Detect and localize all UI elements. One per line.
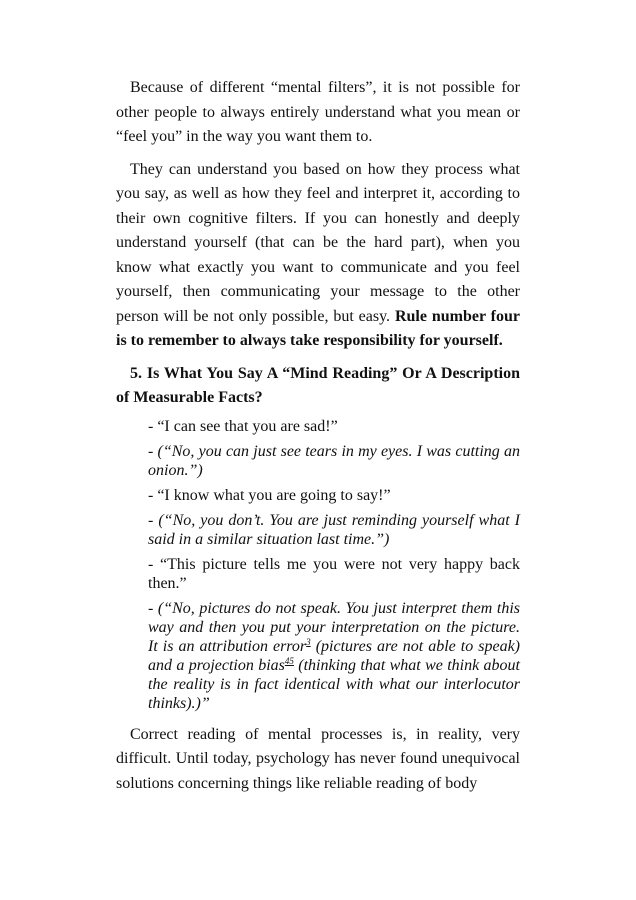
- rule-four-bold: Rule number four is to remember to always take responsibility for yourself.: [116, 307, 520, 349]
- dialogue-line: - “I know what you are going to say!”: [148, 486, 391, 504]
- dialogue-text: (thinking that what we think about the reality is in fact identical with what our interlocutor thinks).)”: [148, 656, 521, 712]
- paragraph-cognitive-filters: [116, 158, 520, 354]
- paragraph-mental-filters: Because of different “mental filters”, it is not possible for other people to always entirely understand what you mean or “feel you” in the way you want them to.: [116, 79, 520, 145]
- dialogue-response: [148, 599, 520, 713]
- document-page: [116, 76, 520, 804]
- dialogue-text: (pictures are not able to speak) and a projection bias: [148, 637, 520, 674]
- paragraph-mental-processes: Correct reading of mental processes is, in reality, very difficult. Until today, psychology has never found unequivocal solutions concerning things like reliable reading of body: [116, 725, 520, 792]
- dialogue-response: - (“No, you can just see tears in my eyes. I was cutting an onion.”): [148, 442, 520, 479]
- section-heading: 5. Is What You Say A “Mind Reading” Or A Description of Measurable Facts?: [116, 364, 520, 406]
- dialogue-response: - (“No, you don’t. You are just reminding yourself what I said in a similar situation last time.”): [148, 511, 520, 548]
- footnote-ref[interactable]: 45: [284, 655, 294, 666]
- footnote-ref[interactable]: 3: [306, 636, 311, 647]
- dialogue-line: - “This picture tells me you were not very happy back then.”: [148, 555, 520, 592]
- dialogue-text: - (“No, pictures do not speak. You just interpret them this way and then you put your interpretation on the picture. It is an attribution error: [148, 599, 520, 655]
- paragraph-text: They can understand you based on how they process what you say, as well as how they feel and interpret it, according to their own cognitive filters. If you can honestly and deeply understand yourself (that can be the hard part), when you know what exactly you want to communicate and you feel yourself, then communicating your message to the other person will be not only possible, but easy.: [116, 160, 520, 325]
- dialogue-line: - “I can see that you are sad!”: [148, 417, 338, 435]
